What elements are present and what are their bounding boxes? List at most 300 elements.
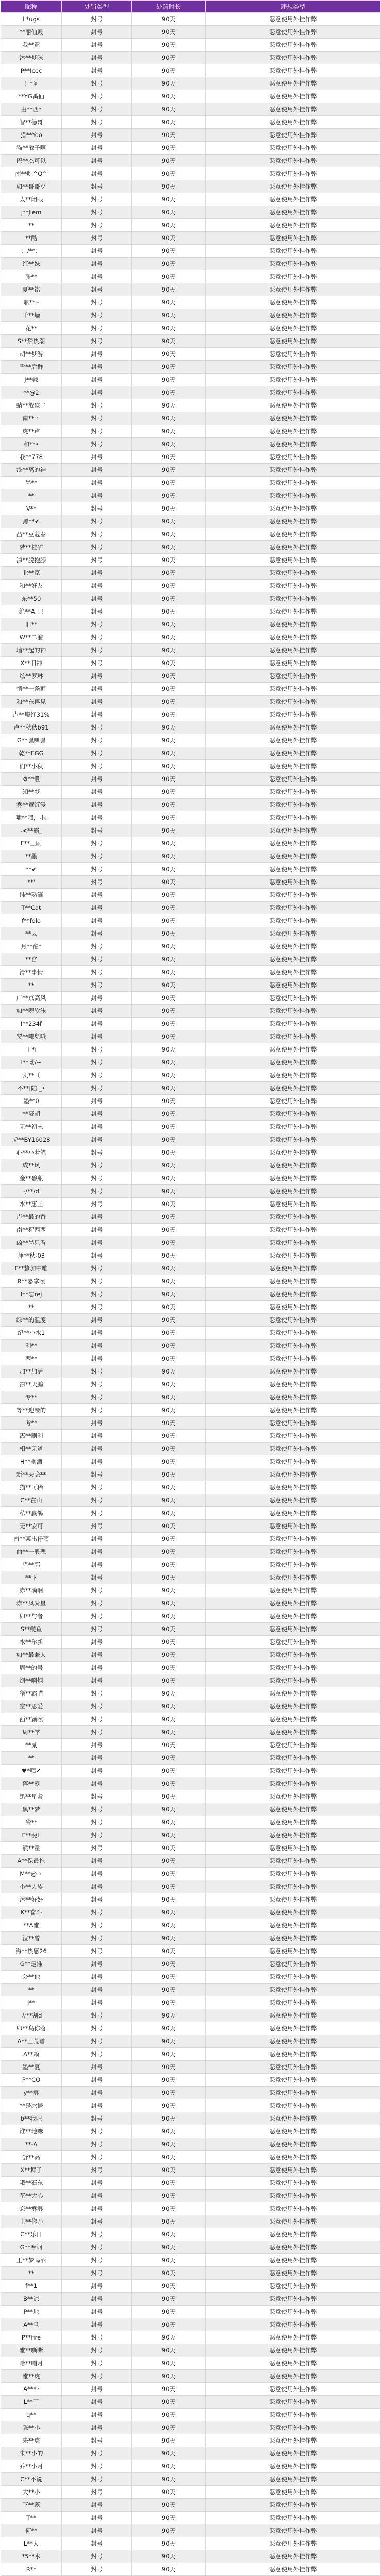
- table-row: [1, 799, 381, 811]
- cell-reason: 恶意使用外挂作弊: [206, 2409, 381, 2421]
- cell-time: 90天: [132, 116, 206, 129]
- table-row: [1, 399, 381, 412]
- cell-name: **✔: [1, 863, 62, 876]
- table-row: [1, 1288, 381, 1301]
- cell-name: 朱**虎: [1, 2434, 62, 2447]
- cell-type: 封号: [62, 1546, 132, 1558]
- cell-reason: 恶意使用外挂作弊: [206, 2499, 381, 2512]
- cell-type: 封号: [62, 657, 132, 670]
- table-row: [1, 193, 381, 206]
- cell-reason: 恶意使用外挂作弊: [206, 1340, 381, 1352]
- cell-reason: 恶意使用外挂作弊: [206, 1005, 381, 1018]
- table-row: [1, 155, 381, 167]
- cell-name: 成**风: [1, 1159, 62, 1172]
- cell-time: 90天: [132, 1378, 206, 1391]
- cell-reason: 恶意使用外挂作弊: [206, 2357, 381, 2370]
- cell-reason: 恶意使用外挂作弊: [206, 1468, 381, 1481]
- cell-reason: 恶意使用外挂作弊: [206, 1996, 381, 2009]
- cell-name: **@2: [1, 386, 62, 399]
- cell-type: 封号: [62, 1236, 132, 1249]
- table-row: [1, 167, 381, 180]
- cell-name: 等**迎亲的: [1, 1404, 62, 1417]
- cell-time: 90天: [132, 52, 206, 64]
- table-row: [1, 1713, 381, 1726]
- cell-type: 封号: [62, 322, 132, 335]
- table-row: [1, 1391, 381, 1404]
- table-row: [1, 1623, 381, 1636]
- cell-reason: 恶意使用外挂作弊: [206, 283, 381, 296]
- cell-time: 90天: [132, 2215, 206, 2228]
- cell-name: 墨**: [1, 477, 62, 489]
- cell-time: 90天: [132, 1803, 206, 1816]
- table-row: [1, 541, 381, 554]
- cell-reason: 恶意使用外挂作弊: [206, 1133, 381, 1146]
- cell-time: 90天: [132, 1662, 206, 1674]
- cell-name: 梦**桂矿: [1, 541, 62, 554]
- cell-name: 利**: [1, 1340, 62, 1352]
- cell-reason: 恶意使用外挂作弊: [206, 2421, 381, 2434]
- cell-reason: 恶意使用外挂作弊: [206, 2190, 381, 2202]
- cell-name: 舒**高: [1, 2151, 62, 2164]
- cell-time: 90天: [132, 2048, 206, 2061]
- cell-time: 90天: [132, 863, 206, 876]
- table-row: [1, 283, 381, 296]
- cell-name: **酷: [1, 232, 62, 245]
- cell-type: 封号: [62, 811, 132, 824]
- cell-type: 封号: [62, 348, 132, 361]
- cell-time: 90天: [132, 2421, 206, 2434]
- table-row: [1, 1481, 381, 1494]
- cell-time: 90天: [132, 77, 206, 90]
- cell-type: 封号: [62, 1984, 132, 1996]
- cell-time: 90天: [132, 1713, 206, 1726]
- table-row: [1, 1829, 381, 1842]
- cell-reason: 恶意使用外挂作弊: [206, 2087, 381, 2099]
- cell-type: 封号: [62, 1996, 132, 2009]
- cell-type: 封号: [62, 2486, 132, 2499]
- cell-name: A**赖: [1, 2048, 62, 2061]
- cell-name: 黑**星紧: [1, 1790, 62, 1803]
- cell-reason: 恶意使用外挂作弊: [206, 2202, 381, 2215]
- cell-time: 90天: [132, 1932, 206, 1945]
- cell-time: 90天: [132, 2460, 206, 2473]
- cell-name: 空**恩爱: [1, 1700, 62, 1713]
- table-row: [1, 232, 381, 245]
- cell-name: 如**嗯软沫: [1, 1005, 62, 1018]
- table-row: [1, 1404, 381, 1417]
- cell-name: 墨**0: [1, 1095, 62, 1108]
- cell-reason: 恶意使用外挂作弊: [206, 103, 381, 116]
- cell-name: **YG禹仙: [1, 90, 62, 103]
- cell-reason: 恶意使用外挂作弊: [206, 1198, 381, 1211]
- cell-type: 封号: [62, 580, 132, 592]
- cell-type: 封号: [62, 1855, 132, 1868]
- cell-reason: 恶意使用外挂作弊: [206, 2241, 381, 2254]
- cell-name: 乾**EGG: [1, 747, 62, 760]
- cell-reason: 恶意使用外挂作弊: [206, 1880, 381, 1893]
- cell-reason: 恶意使用外挂作弊: [206, 657, 381, 670]
- cell-type: 封号: [62, 696, 132, 708]
- table-row: [1, 2280, 381, 2293]
- cell-time: 90天: [132, 438, 206, 451]
- table-row: [1, 1945, 381, 1958]
- cell-reason: 恶意使用外挂作弊: [206, 927, 381, 940]
- cell-reason: 恶意使用外挂作弊: [206, 1430, 381, 1443]
- cell-reason: 恶意使用外挂作弊: [206, 1249, 381, 1262]
- cell-reason: 恶意使用外挂作弊: [206, 26, 381, 39]
- cell-name: L**丁: [1, 2396, 62, 2409]
- cell-reason: 恶意使用外挂作弊: [206, 1301, 381, 1314]
- cell-type: 封号: [62, 2254, 132, 2267]
- table-row: [1, 966, 381, 979]
- cell-type: 封号: [62, 477, 132, 489]
- cell-type: 封号: [62, 734, 132, 747]
- cell-type: 封号: [62, 1327, 132, 1340]
- cell-type: 封号: [62, 1056, 132, 1069]
- cell-type: 封号: [62, 2151, 132, 2164]
- cell-type: 封号: [62, 451, 132, 464]
- cell-reason: 恶意使用外挂作弊: [206, 77, 381, 90]
- cell-time: 90天: [132, 1224, 206, 1236]
- table-row: [1, 464, 381, 477]
- table-row: [1, 631, 381, 644]
- cell-type: 封号: [62, 2138, 132, 2151]
- cell-name: 新**天隐**: [1, 1468, 62, 1481]
- table-row: [1, 2022, 381, 2035]
- cell-type: 封号: [62, 902, 132, 914]
- cell-name: 雪**后群: [1, 361, 62, 374]
- table-row: [1, 2048, 381, 2061]
- cell-type: 封号: [62, 2074, 132, 2087]
- cell-time: 90天: [132, 1893, 206, 1906]
- table-row: [1, 1095, 381, 1108]
- cell-type: 封号: [62, 786, 132, 799]
- cell-time: 90天: [132, 1198, 206, 1211]
- cell-name: **是冰谦: [1, 2099, 62, 2112]
- cell-time: 90天: [132, 2112, 206, 2125]
- cell-time: 90天: [132, 1649, 206, 1662]
- cell-reason: 恶意使用外挂作弊: [206, 1236, 381, 1249]
- cell-type: 封号: [62, 1752, 132, 1765]
- cell-time: 90天: [132, 2074, 206, 2087]
- cell-type: 封号: [62, 1803, 132, 1816]
- cell-type: 封号: [62, 283, 132, 296]
- cell-type: 封号: [62, 528, 132, 541]
- cell-reason: 恶意使用外挂作弊: [206, 580, 381, 592]
- cell-time: 90天: [132, 1262, 206, 1275]
- cell-name: 南**猩西西: [1, 1224, 62, 1236]
- cell-name: L**人: [1, 2537, 62, 2550]
- cell-type: 封号: [62, 1739, 132, 1752]
- table-row: [1, 2434, 381, 2447]
- cell-time: 90天: [132, 283, 206, 296]
- cell-name: 水**尔新: [1, 1636, 62, 1649]
- cell-name: 无**安可: [1, 1520, 62, 1533]
- cell-time: 90天: [132, 824, 206, 837]
- cell-name: S**禁热潮: [1, 335, 62, 348]
- cell-type: 封号: [62, 2421, 132, 2434]
- cell-time: 90天: [132, 644, 206, 657]
- cell-type: 封号: [62, 1172, 132, 1185]
- cell-reason: 恶意使用外挂作弊: [206, 863, 381, 876]
- cell-time: 90天: [132, 1996, 206, 2009]
- cell-time: 90天: [132, 1443, 206, 1455]
- cell-name: P**地: [1, 2306, 62, 2318]
- table-row: [1, 489, 381, 502]
- cell-reason: 恶意使用外挂作弊: [206, 451, 381, 464]
- cell-reason: 恶意使用外挂作弊: [206, 747, 381, 760]
- cell-name: 大**小: [1, 2486, 62, 2499]
- cell-name: 猎**Yoo: [1, 129, 62, 142]
- cell-reason: 恶意使用外挂作弊: [206, 322, 381, 335]
- cell-time: 90天: [132, 876, 206, 889]
- cell-type: 封号: [62, 1288, 132, 1301]
- cell-time: 90天: [132, 1984, 206, 1996]
- cell-reason: 恶意使用外挂作弊: [206, 1211, 381, 1224]
- cell-time: 90天: [132, 1056, 206, 1069]
- cell-reason: 恶意使用外挂作弊: [206, 734, 381, 747]
- cell-type: 封号: [62, 1391, 132, 1404]
- cell-type: 封号: [62, 2009, 132, 2022]
- cell-time: 90天: [132, 374, 206, 386]
- cell-time: 90天: [132, 2293, 206, 2306]
- cell-time: 90天: [132, 1855, 206, 1868]
- cell-reason: 恶意使用外挂作弊: [206, 180, 381, 193]
- cell-name: ♥*嘿✔: [1, 1765, 62, 1777]
- table-row: [1, 2344, 381, 2357]
- cell-reason: 恶意使用外挂作弊: [206, 953, 381, 966]
- cell-name: W**二溜: [1, 631, 62, 644]
- cell-reason: 恶意使用外挂作弊: [206, 902, 381, 914]
- table-row: [1, 1172, 381, 1185]
- cell-time: 90天: [132, 2125, 206, 2138]
- cell-reason: 恶意使用外挂作弊: [206, 1056, 381, 1069]
- cell-reason: 恶意使用外挂作弊: [206, 2267, 381, 2280]
- cell-time: 90天: [132, 167, 206, 180]
- cell-name: 纪**小水1: [1, 1327, 62, 1340]
- cell-name: 南**某出仔荡: [1, 1533, 62, 1546]
- cell-type: 封号: [62, 2499, 132, 2512]
- cell-time: 90天: [132, 683, 206, 696]
- table-row: [1, 90, 381, 103]
- cell-time: 90天: [132, 425, 206, 438]
- table-row: [1, 837, 381, 850]
- cell-type: 封号: [62, 914, 132, 927]
- table-row: [1, 1803, 381, 1816]
- cell-reason: 恶意使用外挂作弊: [206, 335, 381, 348]
- table-row: [1, 1211, 381, 1224]
- cell-name: 北**家: [1, 567, 62, 580]
- cell-type: 封号: [62, 644, 132, 657]
- cell-type: 封号: [62, 2344, 132, 2357]
- cell-time: 90天: [132, 2447, 206, 2460]
- table-row: [1, 1674, 381, 1687]
- cell-time: 90天: [132, 2396, 206, 2409]
- cell-time: 90天: [132, 1623, 206, 1636]
- cell-type: 封号: [62, 438, 132, 451]
- cell-time: 90天: [132, 953, 206, 966]
- cell-name: 知**梦: [1, 786, 62, 799]
- cell-name: 下**蕊: [1, 2499, 62, 2512]
- cell-name: 猎**郭: [1, 1558, 62, 1571]
- cell-time: 90天: [132, 2512, 206, 2524]
- cell-name: b**我吧: [1, 2112, 62, 2125]
- cell-name: **: [1, 979, 62, 992]
- table-row: [1, 386, 381, 399]
- cell-type: 封号: [62, 2396, 132, 2409]
- cell-name: 猫**可稀: [1, 1481, 62, 1494]
- table-row: [1, 322, 381, 335]
- cell-type: 封号: [62, 361, 132, 374]
- cell-type: 封号: [62, 502, 132, 515]
- cell-time: 90天: [132, 464, 206, 477]
- cell-reason: 恶意使用外挂作弊: [206, 1365, 381, 1378]
- table-row: [1, 1494, 381, 1507]
- cell-reason: 恶意使用外挂作弊: [206, 116, 381, 129]
- cell-name: 金**碧瓶: [1, 1172, 62, 1185]
- cell-time: 90天: [132, 1765, 206, 1777]
- cell-reason: 恶意使用外挂作弊: [206, 219, 381, 232]
- cell-type: 封号: [62, 1417, 132, 1430]
- cell-name: 谁**熟滴: [1, 889, 62, 902]
- table-row: [1, 1739, 381, 1752]
- cell-type: 封号: [62, 966, 132, 979]
- cell-name: P**CO: [1, 2074, 62, 2087]
- table-row: [1, 1700, 381, 1713]
- table-row: [1, 2499, 381, 2512]
- cell-type: 封号: [62, 2357, 132, 2370]
- cell-type: 封号: [62, 77, 132, 90]
- cell-name: 虎**卢: [1, 425, 62, 438]
- cell-name: M**@丶: [1, 1868, 62, 1880]
- column-header-type: 处罚类型: [62, 1, 132, 13]
- cell-time: 90天: [132, 1481, 206, 1494]
- cell-reason: 恶意使用外挂作弊: [206, 1829, 381, 1842]
- cell-type: 封号: [62, 1481, 132, 1494]
- cell-reason: 恶意使用外挂作弊: [206, 1404, 381, 1417]
- cell-name: f**1: [1, 2280, 62, 2293]
- table-row: [1, 1108, 381, 1121]
- cell-type: 封号: [62, 1159, 132, 1172]
- cell-time: 90天: [132, 2267, 206, 2280]
- cell-reason: 恶意使用外挂作弊: [206, 1533, 381, 1546]
- cell-time: 90天: [132, 502, 206, 515]
- cell-time: 90天: [132, 245, 206, 258]
- cell-time: 90天: [132, 2563, 206, 2576]
- table-row: [1, 129, 381, 142]
- table-row: [1, 2318, 381, 2331]
- cell-name: **: [1, 1752, 62, 1765]
- table-row: [1, 618, 381, 631]
- cell-name: 南**丶: [1, 412, 62, 425]
- cell-reason: 恶意使用外挂作弊: [206, 1893, 381, 1906]
- cell-time: 90天: [132, 1108, 206, 1121]
- cell-reason: 恶意使用外挂作弊: [206, 90, 381, 103]
- cell-type: 封号: [62, 824, 132, 837]
- cell-type: 封号: [62, 1314, 132, 1327]
- cell-reason: 恶意使用外挂作弊: [206, 489, 381, 502]
- cell-reason: 恶意使用外挂作弊: [206, 837, 381, 850]
- cell-name: X**旧神: [1, 657, 62, 670]
- cell-reason: 恶意使用外挂作弊: [206, 2138, 381, 2151]
- cell-reason: 恶意使用外挂作弊: [206, 1971, 381, 1984]
- cell-name: 凸**豆蔻春: [1, 528, 62, 541]
- cell-reason: 恶意使用外挂作弊: [206, 39, 381, 52]
- cell-name: 由**西*: [1, 103, 62, 116]
- cell-time: 90天: [132, 2434, 206, 2447]
- cell-time: 90天: [132, 1430, 206, 1443]
- cell-time: 90天: [132, 1752, 206, 1765]
- cell-time: 90天: [132, 799, 206, 811]
- cell-type: 封号: [62, 335, 132, 348]
- table-row: [1, 451, 381, 464]
- table-row: [1, 1159, 381, 1172]
- cell-name: 千**墙: [1, 309, 62, 322]
- cell-type: 封号: [62, 850, 132, 863]
- cell-name: 西**颖嗦: [1, 1713, 62, 1726]
- cell-name: 哦**石东: [1, 2177, 62, 2190]
- cell-reason: 恶意使用外挂作弊: [206, 2177, 381, 2190]
- cell-name: 心**小若笔: [1, 1146, 62, 1159]
- cell-reason: 恶意使用外挂作弊: [206, 708, 381, 721]
- cell-name: 滑**事情: [1, 966, 62, 979]
- cell-type: 封号: [62, 1455, 132, 1468]
- cell-name: F**三刷: [1, 837, 62, 850]
- cell-reason: 恶意使用外挂作弊: [206, 2524, 381, 2537]
- cell-name: 沐**好好: [1, 1893, 62, 1906]
- cell-time: 90天: [132, 2022, 206, 2035]
- cell-type: 封号: [62, 2383, 132, 2396]
- table-row: [1, 889, 381, 902]
- table-row: [1, 2370, 381, 2383]
- cell-name: 卯**与者: [1, 1610, 62, 1623]
- cell-time: 90天: [132, 889, 206, 902]
- cell-reason: 恶意使用外挂作弊: [206, 1146, 381, 1159]
- table-row: [1, 953, 381, 966]
- cell-time: 90天: [132, 103, 206, 116]
- cell-time: 90天: [132, 322, 206, 335]
- cell-reason: 恶意使用外挂作弊: [206, 2434, 381, 2447]
- cell-name: 如**最兼人: [1, 1649, 62, 1662]
- cell-type: 封号: [62, 2177, 132, 2190]
- cell-name: j**Jiem: [1, 206, 62, 219]
- cell-type: 封号: [62, 206, 132, 219]
- cell-time: 90天: [132, 1816, 206, 1829]
- table-row: [1, 412, 381, 425]
- table-row: [1, 683, 381, 696]
- cell-time: 90天: [132, 1829, 206, 1842]
- cell-type: 封号: [62, 1198, 132, 1211]
- cell-reason: 恶意使用外挂作弊: [206, 1352, 381, 1365]
- cell-name: 太**闭眼: [1, 193, 62, 206]
- table-row: [1, 644, 381, 657]
- cell-time: 90天: [132, 335, 206, 348]
- cell-reason: 恶意使用外挂作弊: [206, 2306, 381, 2318]
- cell-type: 封号: [62, 90, 132, 103]
- cell-reason: 恶意使用外挂作弊: [206, 2331, 381, 2344]
- cell-name: 黑**梦: [1, 1803, 62, 1816]
- cell-time: 90天: [132, 219, 206, 232]
- cell-name: 月**酷*: [1, 940, 62, 953]
- cell-type: 封号: [62, 1533, 132, 1546]
- cell-reason: 恶意使用外挂作弊: [206, 1185, 381, 1198]
- cell-type: 封号: [62, 2447, 132, 2460]
- cell-reason: 恶意使用外挂作弊: [206, 2151, 381, 2164]
- cell-time: 90天: [132, 64, 206, 77]
- cell-reason: 恶意使用外挂作弊: [206, 361, 381, 374]
- cell-type: 封号: [62, 876, 132, 889]
- table-row: [1, 1971, 381, 1984]
